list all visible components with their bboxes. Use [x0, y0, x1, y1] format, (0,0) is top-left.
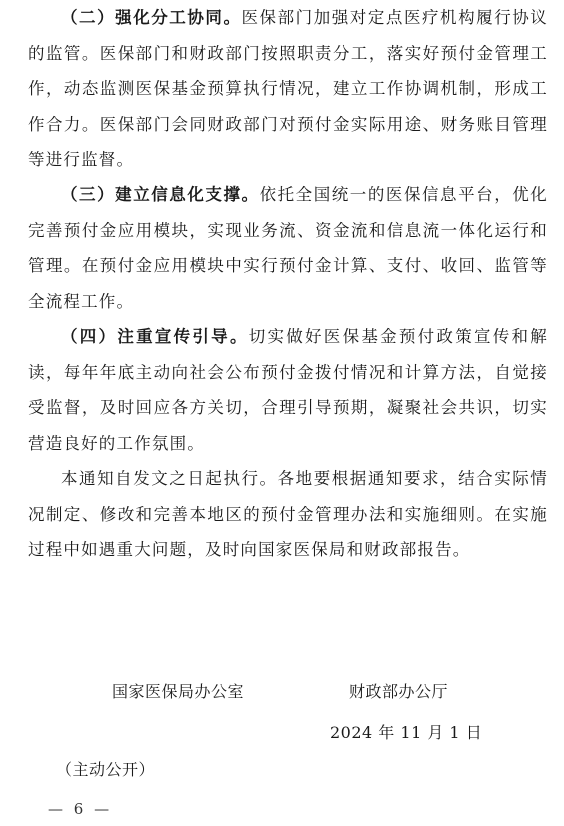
issuer-mof-office: 财政部办公厅 [349, 682, 449, 701]
issuer-nhsa-office: 国家医保局办公室 [112, 682, 245, 701]
section-heading: （三）建立信息化支撑。 [61, 185, 260, 204]
issue-date: 2024 年 11 月 1 日 [330, 723, 483, 742]
closing-paragraph [28, 461, 548, 568]
section-publicity-guidance [28, 319, 548, 461]
section-body: 医保部门加强对定点医疗机构履行协议的监管。医保部门和财政部门按照职责分工，落实好预付金管理工作，动态监测医保基金预算执行情况，建立工作协调机制，形成工作合力。医保部门会同财政部门对预付金实际用途、财务账目管理等进行监督。 [28, 8, 548, 169]
section-information-support [28, 177, 548, 319]
disclosure-note: （主动公开） [56, 760, 156, 779]
section-heading: （二）强化分工协同。 [61, 8, 242, 27]
section-body: 切实做好医保基金预付政策宣传和解读，每年年底主动向社会公布预付金拨付情况和计算方法，自觉接受监督，及时回应各方关切，合理引导预期，凝聚社会共识，切实营造良好的工作氛围。 [28, 327, 548, 453]
section-heading: （四）注重宣传引导。 [61, 327, 249, 346]
section-strengthen-coordination [28, 0, 548, 178]
page-number: — 6 — [48, 800, 113, 818]
section-body: 依托全国统一的医保信息平台，优化完善预付金应用模块，实现业务流、资金流和信息流一体化运行和管理。在预付金应用模块中实行预付金计算、支付、收回、监管等全流程工作。 [28, 185, 549, 311]
closing-body: 本通知自发文之日起执行。各地要根据通知要求，结合实际情况制定、修改和完善本地区的预付金管理办法和实施细则。在实施过程中如遇重大问题，及时向国家医保局和财政部报告。 [28, 469, 548, 559]
